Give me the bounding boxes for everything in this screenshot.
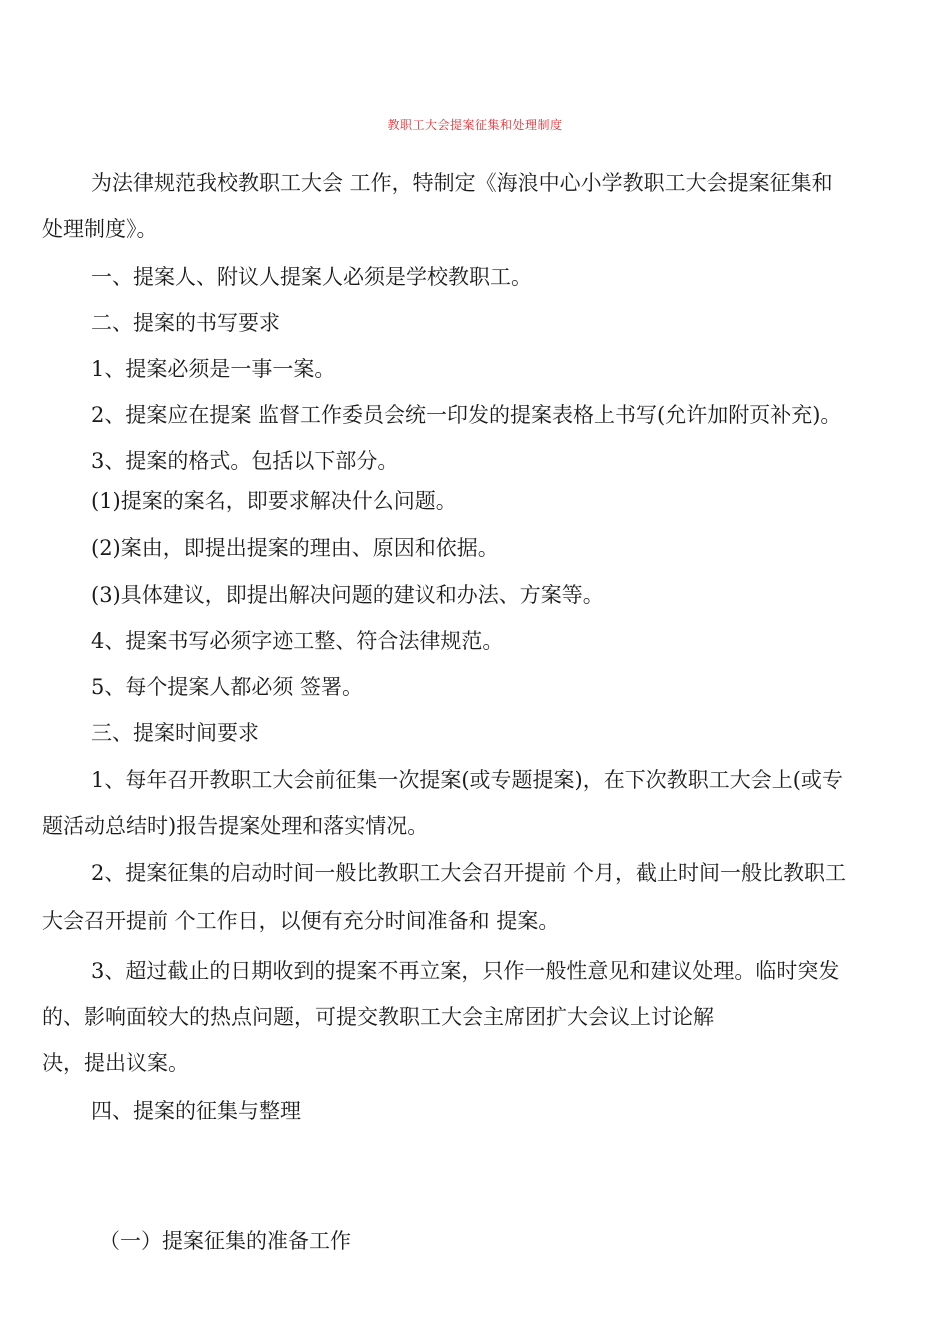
list-item: 2、提案应在提案 监督工作委员会统一印发的提案表格上书写(允许加附页补充)。 [91,403,842,427]
paragraph-line: 1、每年召开教职工大会前征集一次提案(或专题提案)，在下次教职工大会上(或专 [91,768,843,792]
document-title: 教职工大会提案征集和处理制度 [387,118,563,132]
sub-list-item: (1)提案的案名，即要求解决什么问题。 [91,489,457,513]
paragraph-line: 题活动总结时)报告提案处理和落实情况。 [42,814,429,838]
section-heading: 四、提案的征集与整理 [91,1099,301,1123]
section-heading: 二、提案的书写要求 [91,311,280,335]
section-heading: 一、提案人、附议人提案人必须是学校教职工。 [91,265,532,289]
section-heading: 三、提案时间要求 [91,721,259,745]
list-item: 5、每个提案人都必须 签署。 [91,675,364,699]
paragraph-line: 决，提出议案。 [42,1051,189,1075]
paragraph-line: 的、影响面较大的热点问题，可提交教职工大会主席团扩大会议上讨论解 [42,1005,714,1029]
paragraph-line: 3、超过截止的日期收到的提案不再立案，只作一般性意见和建议处理。临时突发 [91,959,840,983]
paragraph-line: 处理制度》。 [42,217,158,241]
list-item: 3、提案的格式。包括以下部分。 [91,449,399,473]
list-item: 4、提案书写必须字迹工整、符合法律规范。 [91,629,504,653]
sub-list-item: (3)具体建议，即提出解决问题的建议和办法、方案等。 [91,583,604,607]
list-item: 1、提案必须是一事一案。 [91,357,336,381]
sub-section-heading: （一）提案征集的准备工作 [99,1229,351,1253]
paragraph-line: 2、提案征集的启动时间一般比教职工大会召开提前 个月，截止时间一般比教职工 [91,861,847,885]
paragraph-line: 为法律规范我校教职工大会 工作，特制定《海浪中心小学教职工大会提案征集和 [91,171,833,195]
paragraph-line: 大会召开提前 个工作日，以便有充分时间准备和 提案。 [42,909,560,933]
sub-list-item: (2)案由，即提出提案的理由、原因和依据。 [91,536,499,560]
